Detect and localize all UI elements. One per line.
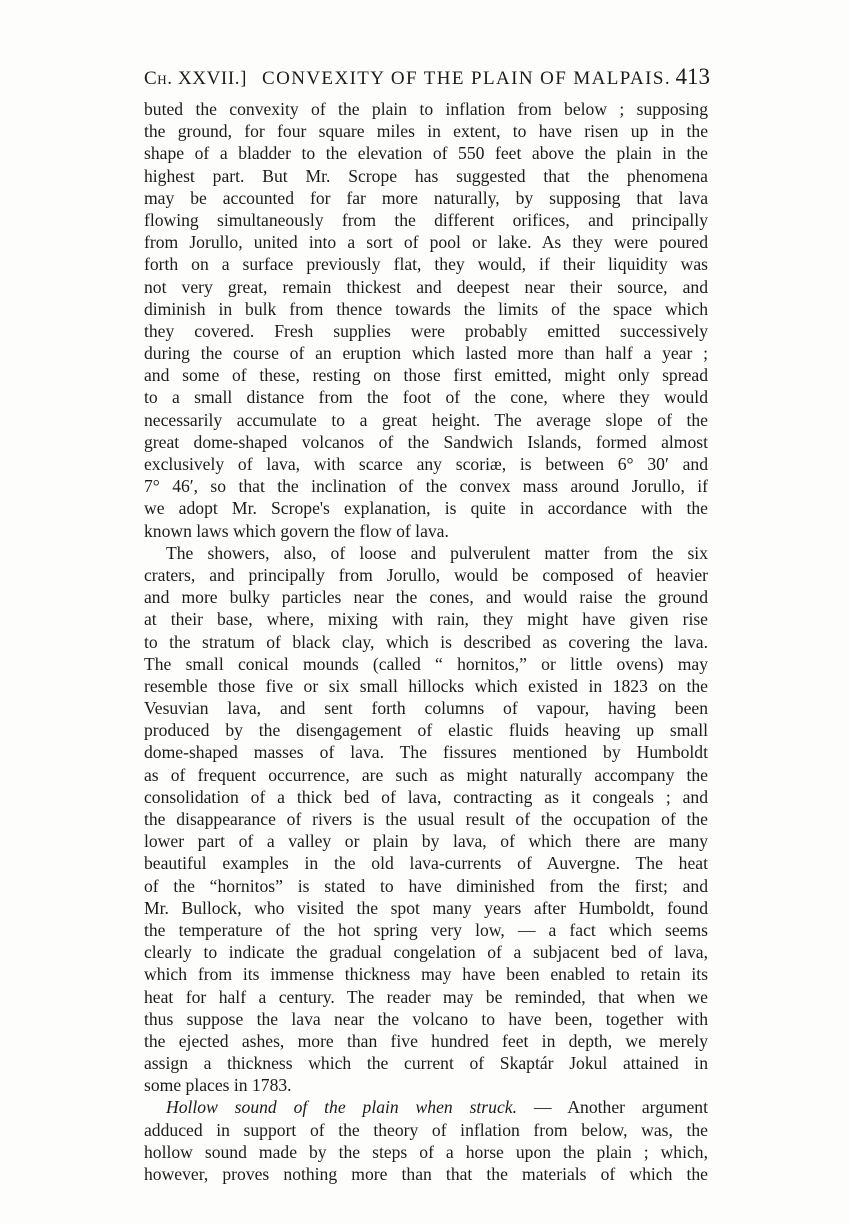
- text-line: the ground, for four square miles in extent, to have risen up in the: [144, 121, 708, 142]
- text-line: may be accounted for far more naturally, by supposing that lava: [144, 187, 708, 208]
- page-number: 413: [675, 64, 710, 89]
- text-line: flowing simultaneously from the different orifices, and principally: [144, 209, 708, 230]
- chapter-reference: Ch. XXVII.]: [144, 68, 248, 89]
- text-line: adduced in support of the theory of inflation from below, was, the: [144, 1119, 708, 1140]
- text-line: produced by the disengagement of elastic fluids heaving up small: [144, 720, 708, 741]
- text-line: we adopt Mr. Scrope's explanation, is quite in accordance with the: [144, 498, 708, 519]
- text-line: The small conical mounds (called “ hornitos,” or little ovens) may: [144, 653, 708, 674]
- text-line: the ejected ashes, more than five hundred feet in depth, we merely: [144, 1030, 708, 1051]
- text-line: dome-shaped masses of lava. The fissures mentioned by Humboldt: [144, 742, 708, 763]
- sidenote-line: [144, 1096, 708, 1118]
- sidenote-heading: Hollow sound of the plain when struck.: [166, 1097, 517, 1118]
- text-line: great dome-shaped volcanos of the Sandwich Islands, formed almost: [144, 431, 708, 452]
- text-line: of the “hornitos” is stated to have diminished from the first; and: [144, 875, 708, 896]
- text-line: during the course of an eruption which lasted more than half a year ;: [144, 343, 708, 364]
- text-line: they covered. Fresh supplies were probably emitted successively: [144, 320, 708, 341]
- text-line: assign a thickness which the current of Skaptár Jokul attained in: [144, 1053, 708, 1074]
- text-line: at their base, where, mixing with rain, they might have given rise: [144, 609, 708, 630]
- text-line: beautiful examples in the old lava-currents of Auvergne. The heat: [144, 853, 708, 874]
- text-line: Vesuvian lava, and sent forth columns of vapour, having been: [144, 698, 708, 719]
- text-line: which from its immense thickness may have been enabled to retain its: [144, 964, 708, 985]
- text-line: hollow sound made by the steps of a horse upon the plain ; which,: [144, 1141, 708, 1162]
- text-line: exclusively of lava, with scarce any scoriæ, is between 6° 30′ and: [144, 454, 708, 474]
- text-line: clearly to indicate the gradual congelation of a subjacent bed of lava,: [144, 942, 708, 963]
- text-line: Mr. Bullock, who visited the spot many years after Humboldt, found: [144, 897, 708, 918]
- text-line: the temperature of the hot spring very low, — a fact which seems: [144, 919, 708, 940]
- paragraph-end-line: known laws which govern the flow of lava.: [144, 520, 449, 541]
- text-line: highest part. But Mr. Scrope has suggested that the phenomena: [144, 165, 708, 186]
- text-line: thus suppose the lava near the volcano to have been, together with: [144, 1008, 708, 1029]
- sidenote-continuation: — Another argument: [516, 1097, 708, 1118]
- text-line: buted the convexity of the plain to inflation from below ; supposing: [144, 99, 708, 119]
- text-line: and more bulky particles near the cones, and would raise the ground: [144, 587, 708, 608]
- text-line: to the stratum of black clay, which is described as covering the lava.: [144, 631, 708, 652]
- text-line: as of frequent occurrence, are such as might naturally accompany the: [144, 764, 708, 785]
- text-line: consolidation of a thick bed of lava, contracting as it congeals ; and: [144, 786, 708, 807]
- text-line: from Jorullo, united into a sort of pool or lake. As they were poured: [144, 232, 708, 253]
- text-line: diminish in bulk from thence towards the limits of the space which: [144, 298, 708, 319]
- text-line: craters, and principally from Jorullo, would be composed of heavier: [144, 564, 708, 585]
- paragraph-start-line: The showers, also, of loose and pulverulent matter from the six: [166, 542, 708, 563]
- text-line: not very great, remain thickest and deepest near their source, and: [144, 276, 708, 297]
- text-line: to a small distance from the foot of the cone, where they would: [144, 387, 708, 408]
- text-line: forth on a surface previously flat, they would, if their liquidity was: [144, 254, 708, 275]
- text-line: lower part of a valley or plain by lava, of which there are many: [144, 831, 708, 852]
- text-line: necessarily accumulate to a great height. The average slope of the: [144, 409, 708, 430]
- paragraph-end-line: some places in 1783.: [144, 1075, 292, 1096]
- text-line: 7° 46′, so that the inclination of the convex mass around Jorullo, if: [144, 476, 708, 497]
- body-text: [144, 98, 708, 1185]
- text-line: however, proves nothing more than that the materials of which the: [144, 1164, 708, 1184]
- text-line: the disappearance of rivers is the usual result of the occupation of the: [144, 809, 708, 829]
- text-line: and some of these, resting on those first emitted, might only spread: [144, 365, 708, 386]
- text-line: shape of a bladder to the elevation of 550 feet above the plain in the: [144, 143, 708, 164]
- page-title: CONVEXITY OF THE PLAIN OF MALPAIS.: [262, 68, 671, 89]
- text-line: resemble those five or six small hillocks which existed in 1823 on the: [144, 675, 708, 696]
- running-head: [144, 64, 710, 92]
- text-line: heat for half a century. The reader may be reminded, that when we: [144, 986, 708, 1007]
